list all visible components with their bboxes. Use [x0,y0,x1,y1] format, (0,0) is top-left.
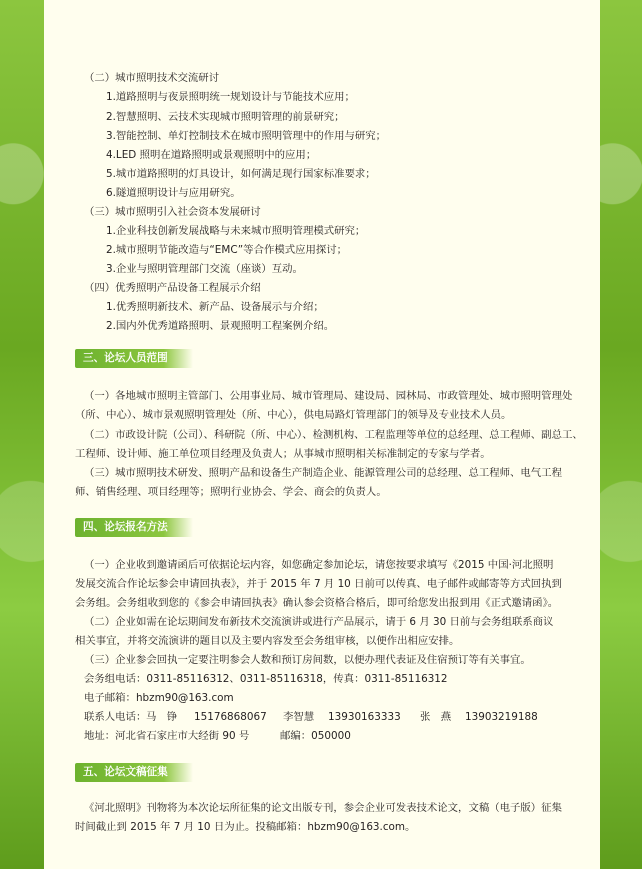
section-3-line: （所、中心）、城市景观照明管理处（所、中心），供电局路灯管理部门的领导及专业技术人员。 [75,409,512,421]
contact-address: 地址：河北省石家庄市大经街 90 号 [84,730,250,742]
section-4-line: （一）企业收到邀请函后可依据论坛内容，如您确定参加论坛，请您按要求填写《2015 中国·河北照明 [84,559,554,571]
section-4-line: 相关事宜，并将交流演讲的题目以及主要内容发至会务组审核，以便作出相应安排。 [75,635,460,647]
section-3-line: （一）各地城市照明主管部门、公用事业局、城市管理局、建设局、园林局、市政管理处、城市照明管理处 [84,390,573,402]
topic-2-title: （二）城市照明技术交流研讨 [84,72,220,84]
section-4-line: （二）企业如需在论坛期间发布新技术交流演讲或进行产品展示，请于 6 月 30 日前与会务组联系商议 [84,616,554,628]
section-3-line: 师、销售经理、项目经理等；照明行业协会、学会、商会的负责人。 [75,486,387,498]
section-5-line: 《河北照明》刊物将为本次论坛所征集的论文出版专刊，参会企业可发表技术论文，文稿（电子版）征集 [84,802,562,814]
section-3-heading: 三、论坛人员范围 [75,349,193,368]
left-green-border [0,0,44,869]
section-3-line: （二）市政设计院（公司）、科研院（所、中心）、检测机构、工程监理等单位的总经理、总工程师、副总工、 [84,429,583,441]
section-4-line: （三）企业参会回执一定要注明参会人数和预订房间数，以便办理代表证及住宿预订等有关事宜。 [84,654,531,666]
topic-2-item: 3.智能控制、单灯控制技术在城市照明管理中的作用与研究； [106,130,387,142]
section-5-line: 时间截止到 2015 年 7 月 10 日为止。投稿邮箱：hbzm90@163.com。 [75,821,416,833]
section-4-heading: 四、论坛报名方法 [75,518,193,537]
section-4-line: 会务组。会务组收到您的《参会申请回执表》确认参会资格合格后，即可给您发出报到用《正式邀请函》。 [75,597,559,609]
topic-4-item: 2.国内外优秀道路照明、景观照明工程案例介绍。 [106,320,335,332]
section-3-line: 工程师、设计师、施工单位项目经理及负责人；从事城市照明相关标准制定的专家与学者。 [75,448,491,460]
document-page [44,0,600,869]
contact-name: 马 铮 [146,711,178,723]
contact-name: 李智慧 [283,711,315,723]
contact-tel: 13903219188 [465,711,538,723]
section-3-line: （三）城市照明技术研发、照明产品和设备生产制造企业、能源管理公司的总经理、总工程师、电气工程 [84,467,562,479]
topic-4-title: （四）优秀照明产品设备工程展示介绍 [84,282,261,294]
topic-3-item: 2.城市照明节能改造与“EMC”等合作模式应用探讨； [106,244,348,256]
topic-2-item: 4.LED 照明在道路照明或景观照明中的应用； [106,149,317,161]
right-green-border [600,0,642,869]
topic-2-item: 2.智慧照明、云技术实现城市照明管理的前景研究； [106,111,345,123]
contact-label: 联系人电话： [84,711,147,723]
contact-email: 电子邮箱：hbzm90@163.com [84,692,234,704]
topic-2-item: 1.道路照明与夜景照明统一规划设计与节能技术应用； [106,91,355,103]
contact-tel: 15176868067 [194,711,267,723]
topic-3-title: （三）城市照明引入社会资本发展研讨 [84,206,261,218]
contact-phone: 会务组电话：0311-85116312、0311-85116318，传真：0311-85116312 [84,673,448,685]
topic-3-item: 3.企业与照明管理部门交流（座谈）互动。 [106,263,303,275]
section-5-heading: 五、论坛文稿征集 [75,763,193,782]
contact-name: 张 燕 [420,711,452,723]
topic-4-item: 1.优秀照明新技术、新产品、设备展示与介绍； [106,301,324,313]
contact-postcode: 邮编：050000 [280,730,351,742]
topic-2-item: 5.城市道路照明的灯具设计，如何满足现行国家标准要求； [106,168,376,180]
topic-2-item: 6.隧道照明设计与应用研究。 [106,187,241,199]
topic-3-item: 1.企业科技创新发展战略与未来城市照明管理模式研究； [106,225,366,237]
contact-tel: 13930163333 [328,711,401,723]
section-4-line: 发展交流合作论坛参会申请回执表》，并于 2015 年 7 月 10 日前可以传真、电子邮件或邮寄等方式回执到 [75,578,562,590]
